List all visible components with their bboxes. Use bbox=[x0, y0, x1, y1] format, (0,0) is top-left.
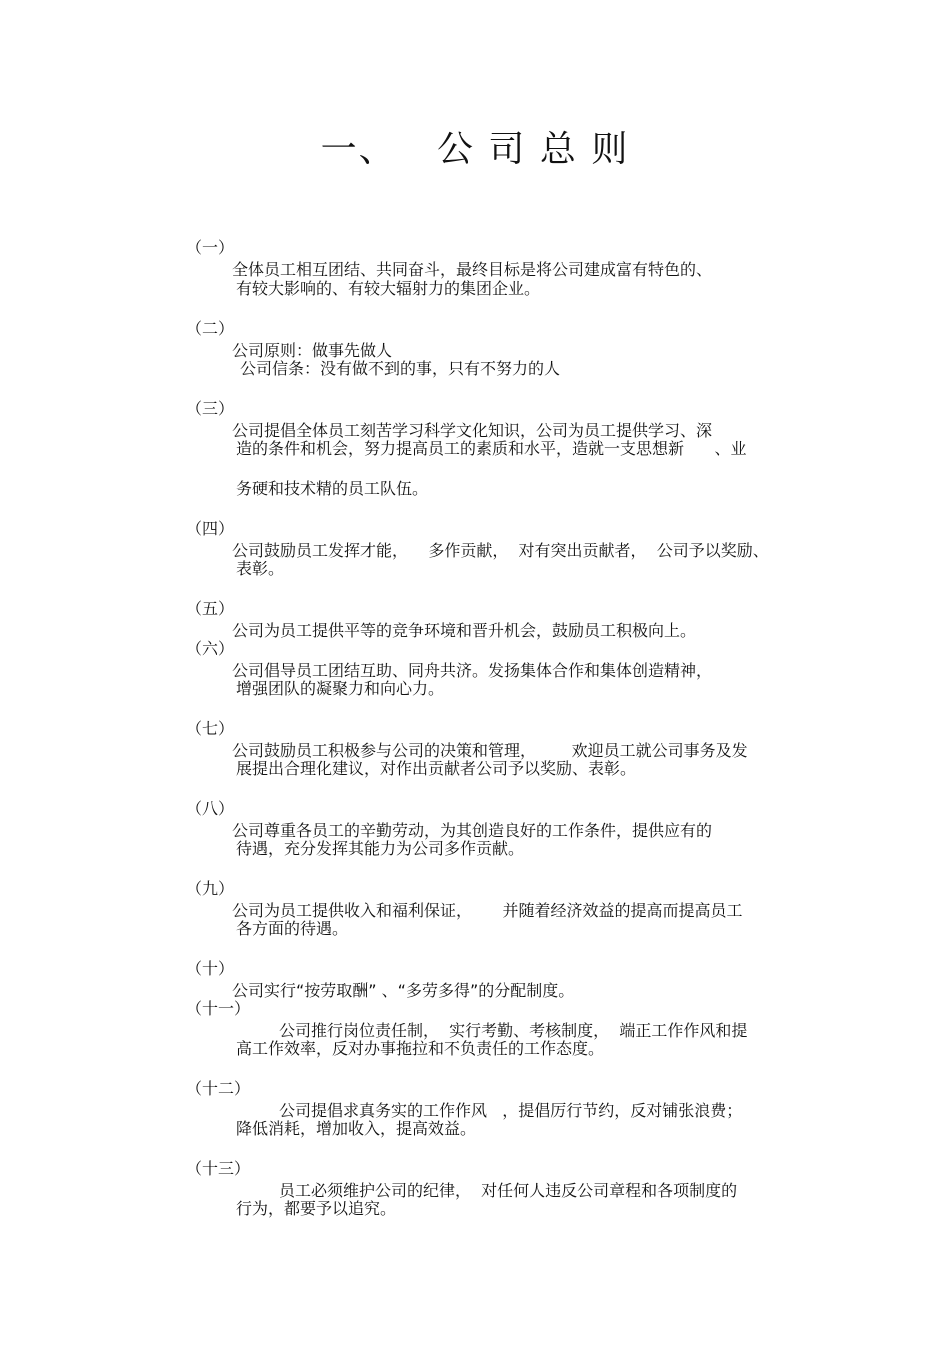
clause-number: （五） bbox=[186, 599, 235, 618]
clause-text: 公司鼓励员工积极参与公司的决策和管理， 欢迎员工就公司事务及发 bbox=[232, 741, 748, 760]
clause-text: 降低消耗，增加收入，提高效益。 bbox=[236, 1119, 477, 1138]
clause-text: 增强团队的凝聚力和向心力。 bbox=[236, 679, 445, 698]
clause-text: 公司尊重各员工的辛勤劳动，为其创造良好的工作条件，提供应有的 bbox=[232, 821, 713, 840]
page-title: 一、 公 司 总 则 bbox=[320, 129, 630, 170]
clause-text: 公司为员工提供平等的竞争环境和晋升机会，鼓励员工积极向上。 bbox=[232, 621, 697, 640]
clause-text: 各方面的待遇。 bbox=[236, 919, 349, 938]
clause-number: （十一） bbox=[186, 999, 251, 1018]
clause-text: 表彰。 bbox=[236, 559, 285, 578]
clause-number: （十三） bbox=[186, 1159, 251, 1178]
clause-number: （一） bbox=[186, 238, 235, 257]
clause-13-line-2 bbox=[0, 1176, 397, 1242]
clause-text: 公司提倡求真务实的工作作风 ，提倡厉行节约，反对铺张浪费； bbox=[279, 1101, 743, 1120]
clause-number: （十二） bbox=[186, 1079, 251, 1098]
clause-number: （三） bbox=[186, 399, 235, 418]
clause-number: （六） bbox=[186, 639, 235, 658]
clause-number: （二） bbox=[186, 319, 235, 338]
clause-text: 有较大影响的、有较大辐射力的集团企业。 bbox=[236, 279, 541, 298]
clause-text: 公司原则：做事先做人 bbox=[232, 341, 393, 360]
clause-text: 公司提倡全体员工刻苦学习科学文化知识，公司为员工提供学习、深 bbox=[232, 421, 713, 440]
clause-text: 公司倡导员工团结互助、同舟共济。发扬集体合作和集体创造精神， bbox=[232, 661, 713, 680]
clause-text: 公司信条：没有做不到的事，只有不努力的人 bbox=[240, 359, 561, 378]
clause-text: 全体员工相互团结、共同奋斗，最终目标是将公司建成富有特色的、 bbox=[232, 260, 713, 279]
clause-number: （十） bbox=[186, 959, 235, 978]
clause-text: 公司实行“按劳取酬” 、“多劳多得”的分配制度。 bbox=[232, 981, 575, 1000]
clause-number: （九） bbox=[186, 879, 235, 898]
clause-text: 行为，都要予以追究。 bbox=[236, 1199, 397, 1218]
clause-number: （四） bbox=[186, 519, 235, 538]
clause-text: 展提出合理化建议，对作出贡献者公司予以奖励、表彰。 bbox=[236, 759, 637, 778]
clause-text: 员工必须维护公司的纪律， 对任何人违反公司章程和各项制度的 bbox=[279, 1181, 738, 1200]
clause-text: 公司为员工提供收入和福利保证， 并随着经济效益的提高而提高员工 bbox=[232, 901, 743, 920]
clause-text: 公司推行岗位责任制， 实行考勤、考核制度， 端正工作作风和提 bbox=[279, 1021, 748, 1040]
clause-text: 高工作效率，反对办事拖拉和不负责任的工作态度。 bbox=[236, 1039, 605, 1058]
clause-text: 待遇，充分发挥其能力为公司多作贡献。 bbox=[236, 839, 525, 858]
clause-number: （八） bbox=[186, 799, 235, 818]
clause-text: 造的条件和机会，努力提高员工的素质和水平，造就一支思想新 、业 bbox=[236, 439, 747, 458]
clause-number: （七） bbox=[186, 719, 235, 738]
clause-text: 务硬和技术精的员工队伍。 bbox=[236, 479, 429, 498]
clause-text: 公司鼓励员工发挥才能， 多作贡献， 对有突出贡献者， 公司予以奖励、 bbox=[232, 541, 769, 560]
